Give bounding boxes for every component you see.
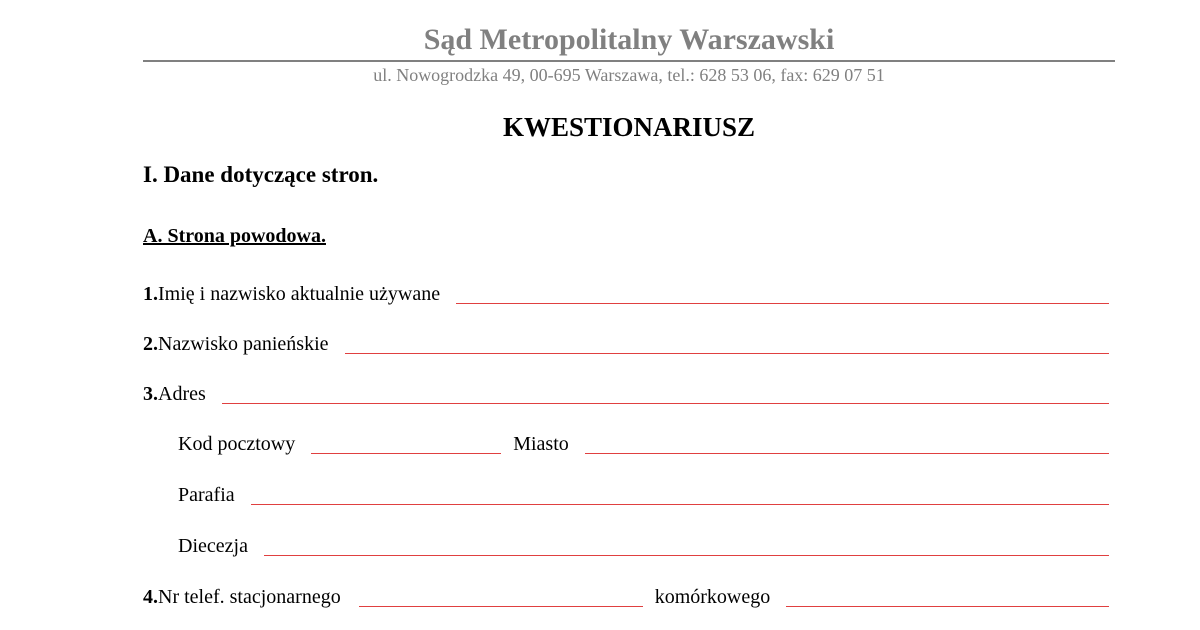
maiden-name-field[interactable] (345, 335, 1109, 354)
postal-code-field[interactable] (311, 435, 501, 454)
field-row-address (143, 380, 1109, 408)
diocese-field[interactable] (264, 537, 1109, 556)
field-label: Diecezja (178, 535, 248, 557)
field-label: Parafia (178, 484, 235, 506)
field-label: Nr telef. stacjonarnego (158, 586, 341, 608)
field-row-phones (143, 583, 1109, 611)
name-field[interactable] (456, 285, 1109, 304)
subsection-heading: A. Strona powodowa. (143, 225, 326, 247)
city-field[interactable] (585, 435, 1109, 454)
court-address: ul. Nowogrodzka 49, 00-695 Warszawa, tel.: 628 53 06, fax: 629 07 51 (373, 65, 885, 85)
document-title: KWESTIONARIUSZ (502, 112, 756, 142)
field-label: Kod pocztowy (178, 433, 296, 455)
field-label: komórkowego (654, 586, 771, 608)
field-label: Miasto (513, 433, 569, 455)
address-field[interactable] (222, 385, 1109, 404)
parish-field[interactable] (251, 486, 1109, 505)
field-label: Nazwisko panieńskie (158, 333, 329, 355)
field-number: 3. (143, 383, 158, 405)
field-number: 1. (143, 283, 158, 305)
field-row-diocese (178, 532, 1109, 560)
field-number: 4. (143, 586, 158, 608)
field-number: 2. (143, 333, 158, 355)
mobile-phone-field[interactable] (786, 588, 1109, 607)
field-row-parish (178, 481, 1109, 509)
section-heading: I. Dane dotyczące stron. (143, 162, 379, 187)
field-row-name (143, 280, 1109, 308)
court-name: Sąd Metropolitalny Warszawski (423, 23, 835, 56)
field-row-maiden-name (143, 330, 1109, 358)
field-label: Imię i nazwisko aktualnie używane (158, 283, 441, 305)
landline-phone-field[interactable] (359, 588, 643, 607)
field-row-postal-city (178, 430, 1109, 458)
header-divider (143, 60, 1115, 62)
field-label: Adres (158, 383, 206, 405)
